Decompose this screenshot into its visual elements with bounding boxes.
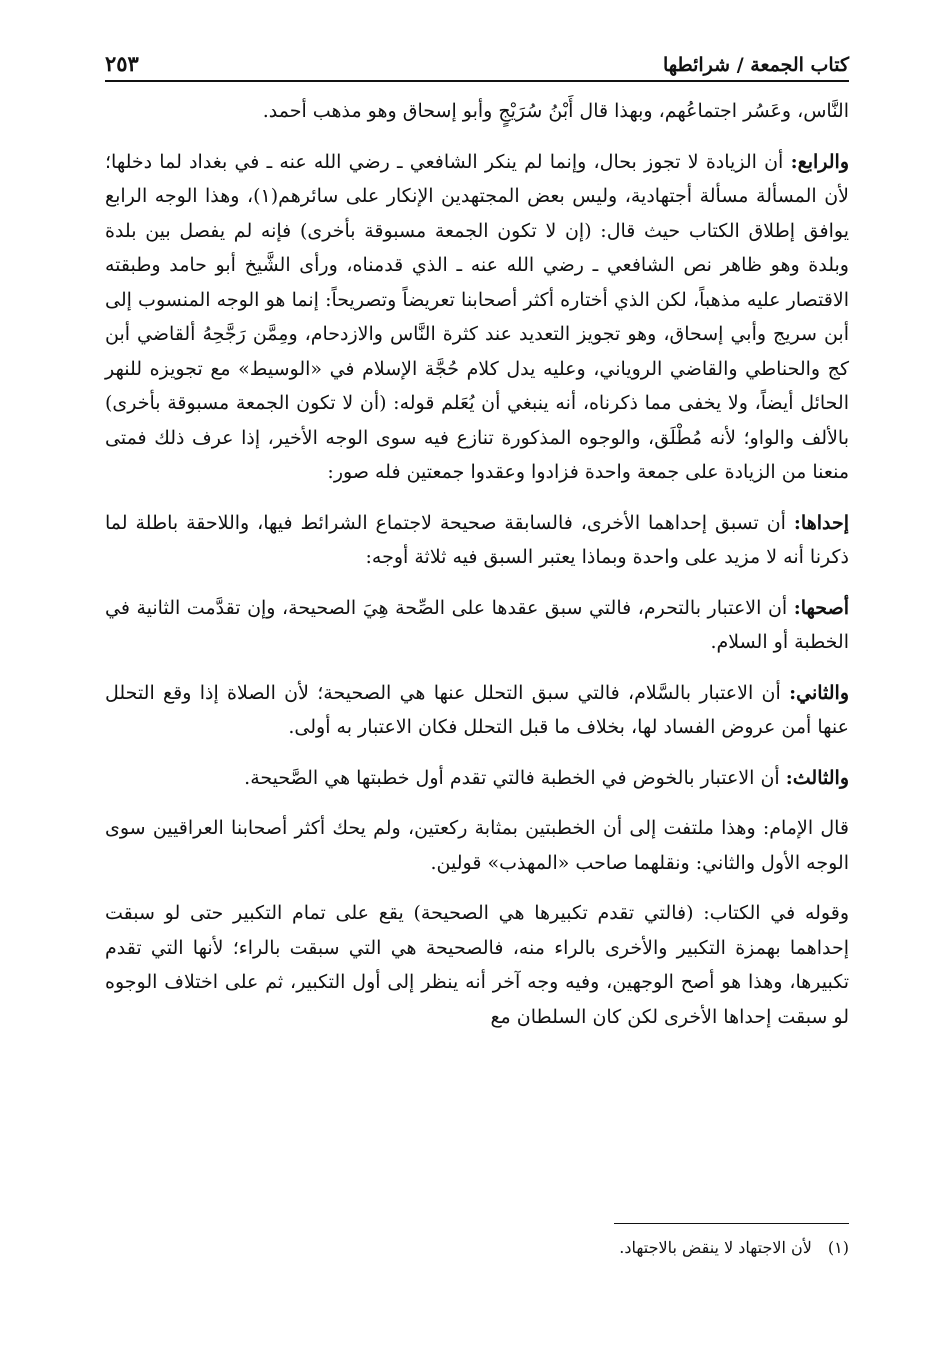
paragraph-2-text: أن الزيادة لا تجوز بحال، وإنما لم ينكر الشافعي ـ رضي الله عنه ـ في بغداد لما دخلها؛ لأن المسألة مسألة أجتهادية، وليس بعض المجتهدين الإنكار على سائرهم(١)، وهذا الوجه الرابع يوافق إطلاق الكتاب حيث قال: (إن لا تكون الجمعة مسبوقة بأخرى) فإنه لم يفصل بين بلدة وبلدة وهو ظاهر نص الشافعي ـ رضي الله عنه ـ الذي قدمناه، ورأى الشَّيخ أبو حامد وطبقته الاقتصار عليه مذهباً، لكن الذي أختاره أكثر أصحابنا تعريضاً وتصريحاً: إنما هو الوجه المنسوب إلى أبن سريج وأبي إسحاق، وهو تجويز التعديد عند كثرة النَّاس والازدحام، ومِمَّن رَجَّحِهُ ألقاضي أبن كج والحناطي والقاضي الروياني، وعليه يدل كلام حُجَّة الإسلام في «الوسيط» مع تجويزه للنهر الحائل أيضاً، ولا يخفى مما ذكرناه، أنه ينبغي أن يُعَلم قوله: (أن لا تكون الجمعة مسبوقة بأخرى) بالألف والواو؛ لأنه مُطْلَق، والوجوه المذكورة تنازع فيه سوى الوجه الأخير، إذا عرف ذلك فمتى منعنا من الزيادة على جمعة واحدة فزادوا وعقدوا جمعتين فله صور: [105, 150, 849, 483]
footnote-text: لأن الاجتهاد لا ينقض بالاجتهاد. [619, 1238, 812, 1257]
paragraph-4-text: أن الاعتبار بالتحرم، فالتي سبق عقدها على الصِّحة هِيَ الصحيحة، وإن تقدَّمت الثانية في الخطبة أو السلام. [105, 596, 849, 653]
paragraph-6-lead: والثالث: [785, 766, 849, 789]
paragraph-4 [105, 591, 849, 660]
paragraph-8 [105, 896, 849, 1034]
page-body [105, 94, 849, 1034]
paragraph-2 [105, 145, 849, 490]
paragraph-6 [105, 761, 849, 796]
paragraph-1 [105, 94, 849, 129]
paragraph-5-lead: والثاني: [789, 681, 850, 704]
paragraph-7-text: قال الإمام: وهذا ملتفت إلى أن الخطبتين بمثابة ركعتين، ولم يحك أكثر أصحابنا العراقيين سوى الوجه الأول والثاني: ونقلهما صاحب «المهذب» قولين. [105, 817, 849, 874]
paragraph-3 [105, 506, 849, 575]
paragraph-2-lead: والرابع: [790, 150, 849, 173]
footnote-number: (١) [827, 1238, 849, 1257]
footnote [619, 1235, 849, 1261]
paragraph-1-text: النَّاس، وعَسُر اجتماعُهم، وبهذا قال أَبْنُ سُرَيْجٍ وأبو إسحاق وهو مذهب أحمد. [262, 100, 849, 122]
paragraph-3-text: أن تسبق إحداهما الأخرى، فالسابقة صحيحة لاجتماع الشرائط فيها، واللاحقة باطلة لما ذكرنا أنه لا مزيد على واحدة وبماذا يعتبر السبق فيه ثلاثة أوجه: [105, 511, 849, 568]
paragraph-6-text: أن الاعتبار بالخوض في الخطبة فالتي تقدم أول خطبتها هي الصَّحيحة. [244, 766, 780, 789]
paragraph-7 [105, 811, 849, 880]
footnote-separator [614, 1223, 849, 1224]
chapter-title: كتاب الجمعة / شرائطها [662, 54, 849, 76]
running-header [105, 40, 849, 82]
page [105, 40, 849, 1322]
paragraph-8-text: وقوله في الكتاب: (فالتي تقدم تكبيرها هي الصحيحة) يقع على تمام التكبير حتى لو سبقت إحداهما بهمزة التكبير والأخرى بالراء منه، فالصحيحة هي التي سبقت بالراء؛ لأنها التي تقدم تكبيرها، وهذا هو أصح الوجهين، وفيه وجه آخر أنه ينظر إلى أول التكبير، ثم على اختلاف الوجوه لو سبقت إحداها الأخرى لكن كان السلطان مع [105, 902, 849, 1028]
paragraph-3-lead: إحداها: [793, 511, 849, 534]
page-number: ٢٥٣ [105, 51, 139, 76]
paragraph-4-lead: أصحها: [793, 596, 849, 619]
paragraph-5-text: أن الاعتبار بالسَّلام، فالتي سبق التحلل عنها هي الصحيحة؛ لأن الصلاة إذا وقع التحلل عنها أمن عروض الفساد لها، بخلاف ما قبل التحلل فكان الاعتبار به أولى. [105, 681, 849, 738]
paragraph-5 [105, 676, 849, 745]
